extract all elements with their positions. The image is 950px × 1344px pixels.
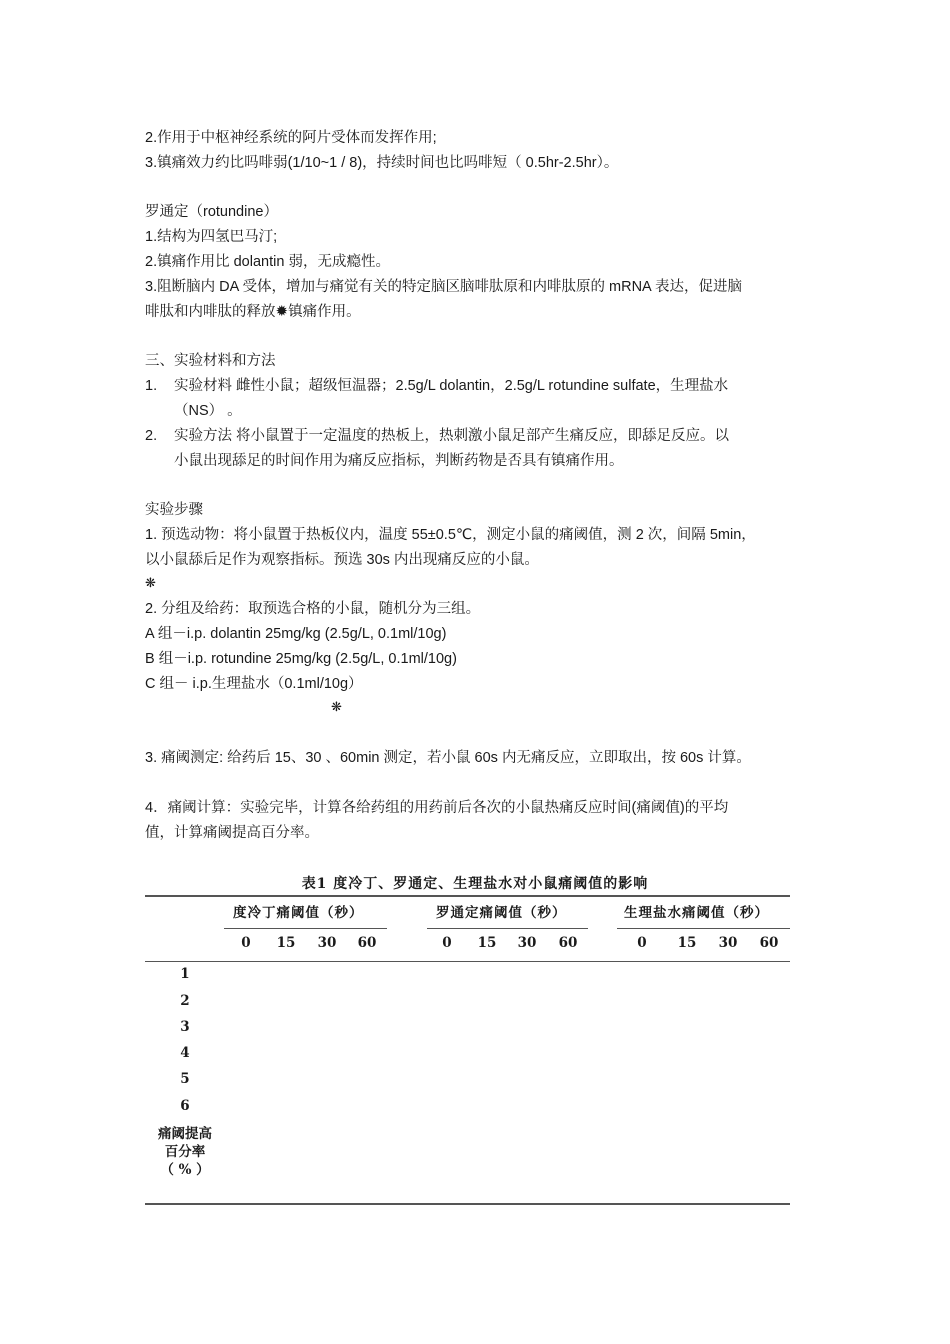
- drug2-title: 罗通定（rotundine）: [145, 204, 278, 220]
- step4-line: 值，计算痛阈提高百分率。: [145, 825, 319, 841]
- step4-line: 4．痛阈计算：实验完毕，计算各给药组的用药前后各次的小鼠热痛反应时间(痛阈值)的平均: [145, 800, 729, 816]
- time-label: 30: [718, 935, 738, 951]
- group-underline: [617, 928, 790, 929]
- table-bottom-rule: [145, 1203, 790, 1205]
- time-label: 60: [357, 935, 377, 951]
- time-label: 0: [637, 935, 647, 951]
- table-top-rule: [145, 895, 790, 897]
- time-label: 0: [241, 935, 251, 951]
- arrow-symbol-icon: ✹: [275, 303, 289, 320]
- time-label: 60: [759, 935, 779, 951]
- drug2-point: 2.镇痛作用比 dolantin 弱，无成瘾性。: [145, 254, 390, 270]
- drug1-potency: 3.镇痛效力约比吗啡弱(1/10~1 / 8)，持续时间也比吗啡短（ 0.5hr-2.5hr）。: [145, 155, 619, 171]
- methods-line: 小鼠出现舔足的时间作用为痛反应指标，判断药物是否具有镇痛作用。: [174, 453, 624, 469]
- table-row-label: 4: [180, 1045, 190, 1061]
- time-label: 30: [317, 935, 337, 951]
- sparkle-icon: ❋: [331, 699, 342, 714]
- step3-line: 3. 痛阈测定: 给药后 15、30 、60min 测定，若小鼠 60s 内无痛反应，立即取出，按 60s 计算。: [145, 750, 751, 766]
- drug2-point: 3.阻断脑内 DA 受体，增加与痛觉有关的特定脑区脑啡肽原和内啡肽原的 mRNA 表达，促进脑: [145, 279, 742, 295]
- table-row-label: 6: [180, 1098, 190, 1114]
- section3-heading: 三、实验材料和方法: [145, 353, 276, 369]
- group-underline: [224, 928, 387, 929]
- table-row-label: 2: [180, 993, 190, 1009]
- summary-row-label: 百分率: [164, 1144, 206, 1160]
- group-a: A 组－i.p. dolantin 25mg/kg (2.5g/L, 0.1ml/10g): [145, 626, 447, 642]
- drug1-mechanism: 2.作用于中枢神经系统的阿片受体而发挥作用;: [145, 130, 437, 146]
- table-header-rule: [145, 961, 790, 962]
- group-b: B 组－i.p. rotundine 25mg/kg (2.5g/L, 0.1ml/10g): [145, 651, 457, 667]
- drug2-point: 1.结构为四氢巴马汀;: [145, 229, 278, 245]
- group-header-rotundine: 罗通定痛阈值（秒）: [436, 905, 567, 921]
- materials-line: （NS） 。: [174, 403, 242, 419]
- table-row-label: 3: [180, 1019, 190, 1035]
- step2-line: 2. 分组及给药：取预选合格的小鼠，随机分为三组。: [145, 601, 481, 617]
- steps-heading: 实验步骤: [145, 502, 203, 518]
- methods-number: 2.: [145, 428, 158, 444]
- sparkle-icon: ❋: [145, 575, 156, 590]
- group-c: C 组－ i.p.生理盐水（0.1ml/10g）: [145, 676, 363, 692]
- table-row-label: 5: [180, 1071, 190, 1087]
- group-header-saline: 生理盐水痛阈值（秒）: [624, 905, 769, 921]
- group-underline: [427, 928, 588, 929]
- step1-line: 1. 预选动物：将小鼠置于热板仪内，温度 55±0.5℃，测定小鼠的痛阈值，测 2 次，间隔 5min，: [145, 527, 756, 543]
- time-label: 15: [477, 935, 497, 951]
- time-label: 15: [677, 935, 697, 951]
- summary-row-label: （ % ）: [160, 1162, 210, 1178]
- time-label: 30: [517, 935, 537, 951]
- time-label: 0: [442, 935, 452, 951]
- time-label: 60: [558, 935, 578, 951]
- materials-number: 1.: [145, 378, 158, 394]
- table-title: 表1 度冷丁、罗通定、生理盐水对小鼠痛阈值的影响: [301, 876, 649, 892]
- drug2-point-continued: 啡肽和内啡肽的释放✹镇痛作用。: [145, 303, 361, 320]
- methods-line: 实验方法 将小鼠置于一定温度的热板上，热刺激小鼠足部产生痛反应，即舔足反应。以: [174, 428, 730, 444]
- table-row-label: 1: [180, 966, 190, 982]
- materials-line: 实验材料 雌性小鼠；超级恒温器；2.5g/L dolantin，2.5g/L rotundine sulfate，生理盐水: [174, 378, 729, 394]
- group-header-dolantin: 度冷丁痛阈值（秒）: [233, 905, 364, 921]
- summary-row-label: 痛阈提高: [158, 1126, 212, 1142]
- step1-line: 以小鼠舔后足作为观察指标。预选 30s 内出现痛反应的小鼠。: [145, 552, 539, 568]
- time-label: 15: [276, 935, 296, 951]
